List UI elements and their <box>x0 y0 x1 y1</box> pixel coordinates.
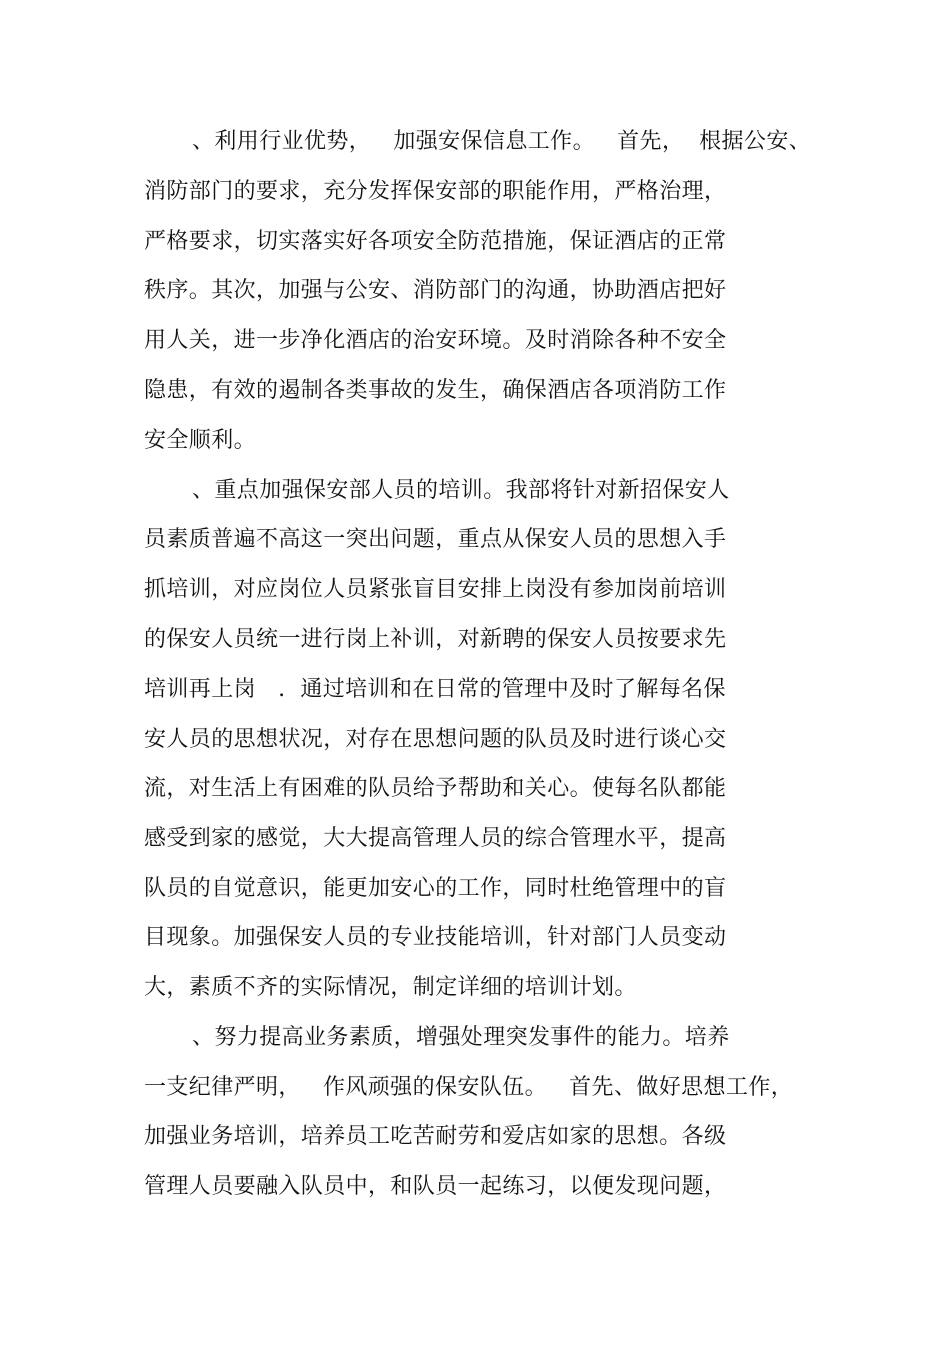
paragraph-1-line-6: 隐患，有效的遏制各类事故的发生，确保酒店各项消防工作 <box>144 378 727 403</box>
paragraph-1-line-3: 严格要求，切实落实好各项安全防范措施，保证酒店的正常 <box>144 229 727 254</box>
paragraph-2-line-11: 大，素质不齐的实际情况，制定详细的培训计划。 <box>144 975 637 1000</box>
paragraph-2-line-1: 、重点加强保安部人员的培训。我部将针对新招保安人 <box>192 478 730 503</box>
paragraph-3-line-2: 一支纪律严明， 作风顽强的保安队伍。 首先、做好思想工作， <box>144 1075 794 1100</box>
paragraph-1-line-4: 秩序。其次，加强与公安、消防部门的沟通，协助酒店把好 <box>144 278 727 303</box>
paragraph-1-line-2: 消防部门的要求，充分发挥保安部的职能作用，严格治理， <box>144 179 727 204</box>
paragraph-2-line-9: 队员的自觉意识，能更加安心的工作，同时杜绝管理中的盲 <box>144 876 727 901</box>
paragraph-2-line-10: 目现象。加强保安人员的专业技能培训，针对部门人员变动 <box>144 925 727 950</box>
paragraph-2-line-3: 抓培训，对应岗位人员紧张盲目安排上岗没有参加岗前培训 <box>144 577 727 602</box>
paragraph-2-line-5: 培训再上岗 . 通过培训和在日常的管理中及时了解每名保 <box>144 677 726 702</box>
paragraph-2-line-4: 的保安人员统一进行岗上补训，对新聘的保安人员按要求先 <box>144 627 727 652</box>
paragraph-3-line-4: 管理人员要融入队员中，和队员一起练习，以便发现问题， <box>144 1174 727 1199</box>
paragraph-1-line-7: 安全顺利。 <box>144 428 257 453</box>
paragraph-2-line-8: 感受到家的感觉，大大提高管理人员的综合管理水平，提高 <box>144 826 727 851</box>
paragraph-3-line-3: 加强业务培训，培养员工吃苦耐劳和爱店如家的思想。各级 <box>144 1124 727 1149</box>
paragraph-1-line-5: 用人关，进一步净化酒店的治安环境。及时消除各种不安全 <box>144 328 727 353</box>
paragraph-2-line-2: 员素质普遍不高这一突出问题，重点从保安人员的思想入手 <box>144 527 727 552</box>
paragraph-3-line-1: 、努力提高业务素质，增强处理突发事件的能力。培养 <box>192 1025 730 1050</box>
paragraph-2-line-6: 安人员的思想状况，对存在思想问题的队员及时进行谈心交 <box>144 727 727 752</box>
paragraph-2-line-7: 流，对生活上有困难的队员给予帮助和关心。使每名队都能 <box>144 776 727 801</box>
paragraph-1-line-1: 、利用行业优势， 加强安保信息工作。 首先， 根据公安、 <box>192 129 812 154</box>
